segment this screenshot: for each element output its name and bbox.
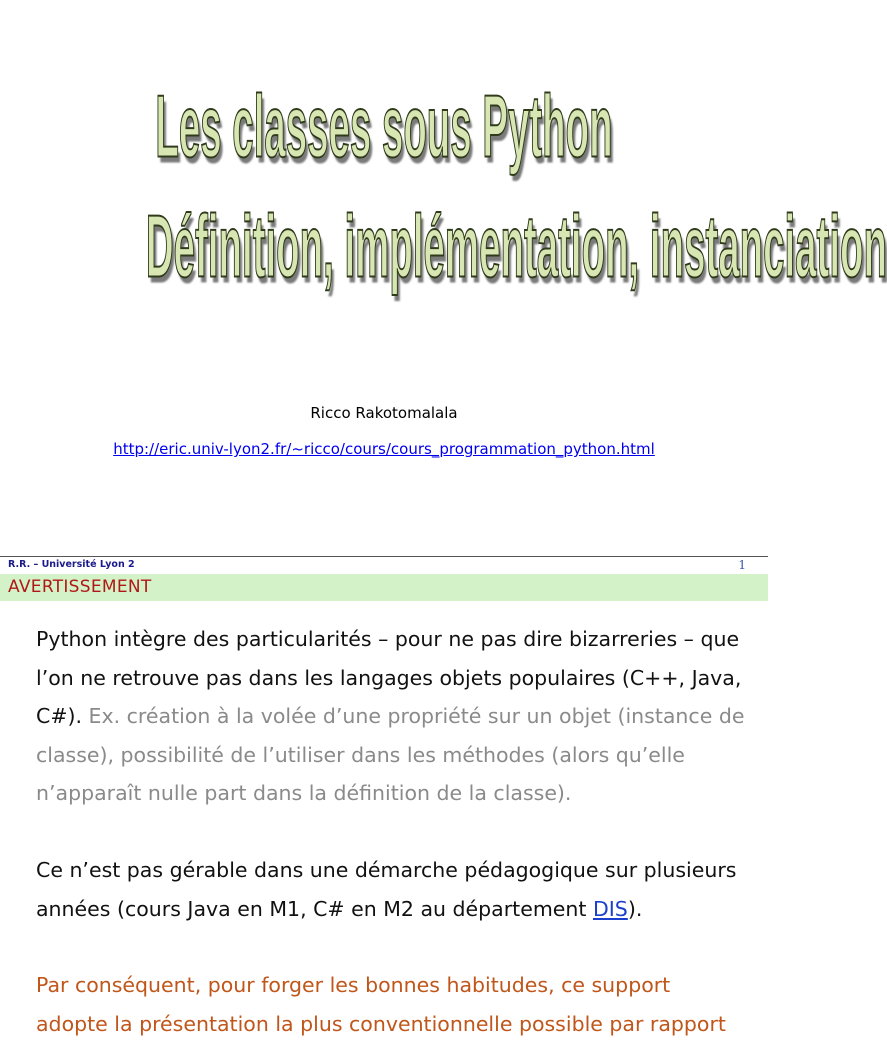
course-url-link[interactable]: http://eric.univ-lyon2.fr/~ricco/cours/cours_programmation_python.html [113, 440, 655, 458]
paragraph-2-before: Ce n’est pas gérable dans une démarche pédagogique sur plusieurs années (cours Java en M1, C# en M2 au département [36, 858, 737, 921]
slide-footer [0, 556, 768, 574]
section-banner [0, 574, 768, 601]
title-line-2: Définition, implémentation, instanciation [145, 198, 887, 297]
paragraph-1-example: Ex. création à la volée d’une propriété sur un objet (instance de classe), possibilité de l’utiliser dans les méthodes (alors qu’elle n’apparaît nulle part dans la définition de la classe). [36, 704, 745, 805]
page-number: 1 [738, 558, 746, 572]
paragraph-2-after: ). [627, 896, 643, 921]
paragraph-1 [36, 620, 746, 813]
paragraph-1-main: Python intègre des particularités – pour ne pas dire bizarreries – que l’on ne retrouve pas dans les langages objets populaires (C++, Java, C#). [36, 627, 742, 728]
title-line-1: Les classes sous Python [155, 78, 613, 177]
author-name: Ricco Rakotomalala [310, 404, 458, 422]
paragraph-3: Par conséquent, pour forger les bonnes habitudes, ce support adopte la présentation la plus conventionnelle possible par rapport [36, 973, 726, 1036]
section-heading: AVERTISSEMENT [8, 577, 152, 597]
paragraph-2 [36, 851, 746, 928]
dis-link[interactable]: DIS [592, 896, 628, 921]
footer-author-university: R.R. – Université Lyon 2 [8, 559, 135, 570]
